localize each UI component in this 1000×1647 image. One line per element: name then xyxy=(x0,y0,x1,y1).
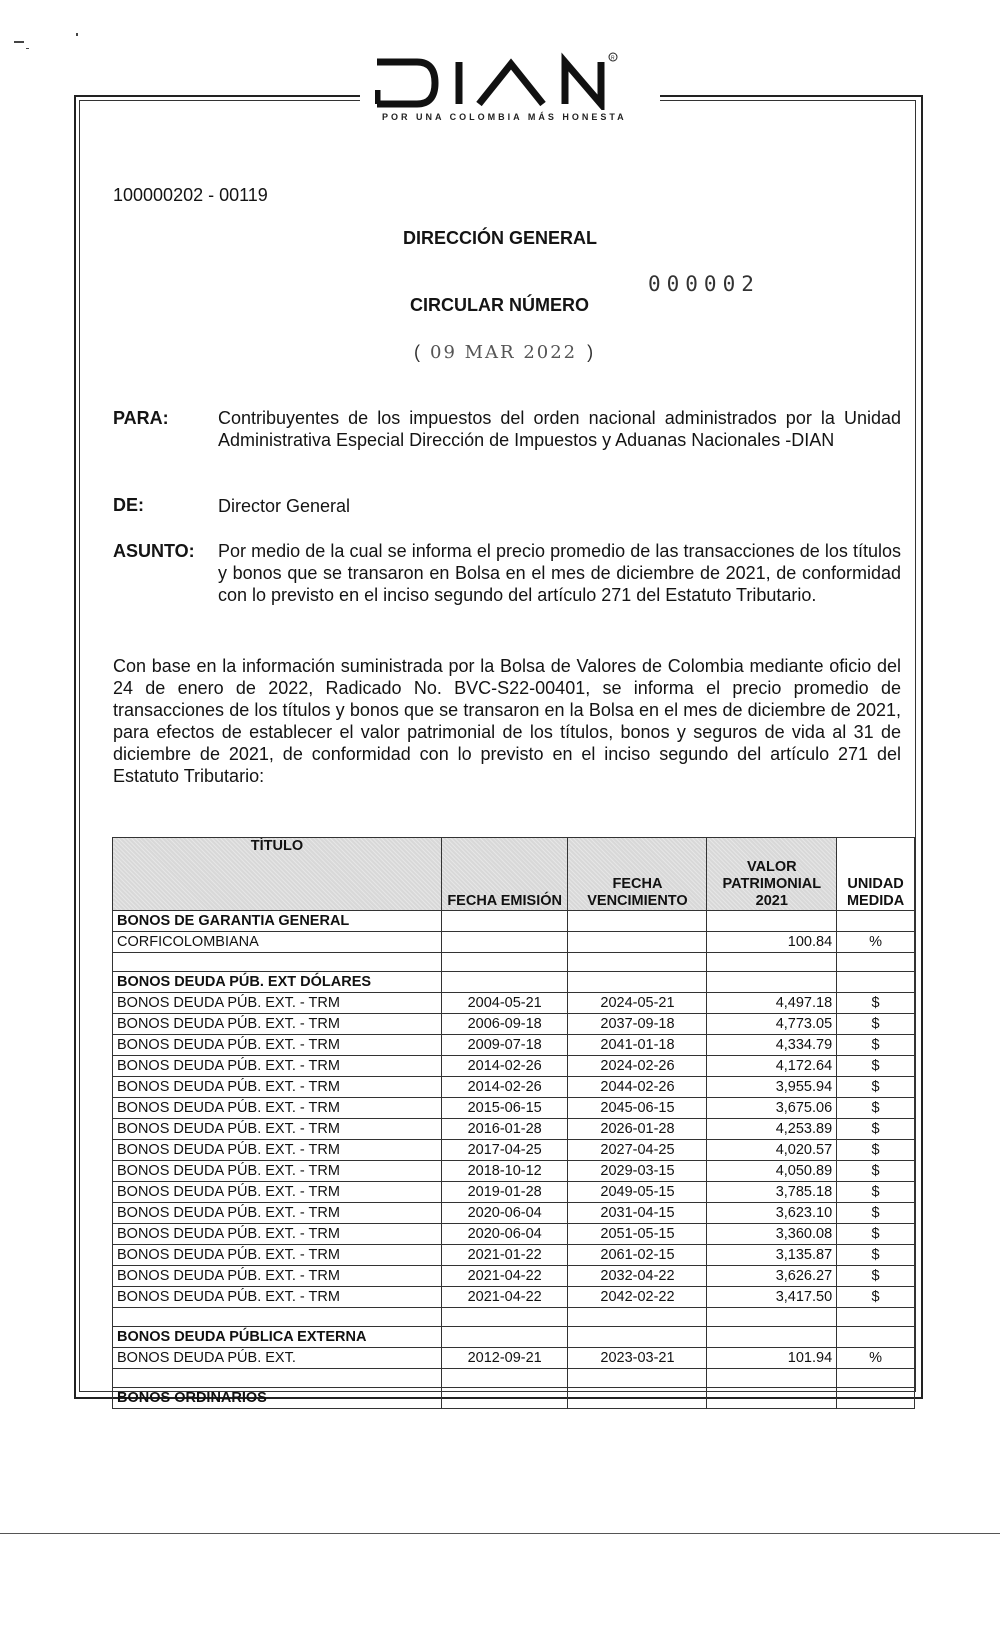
cell-fecha-vencimiento: 2024-02-26 xyxy=(568,1056,707,1077)
cell-fecha-emision: 2021-01-22 xyxy=(441,1245,568,1266)
cell-fecha-vencimiento: 2031-04-15 xyxy=(568,1203,707,1224)
circular-label: CIRCULAR NÚMERO xyxy=(410,295,589,315)
cell-fecha-vencimiento xyxy=(568,1369,707,1388)
cell-valor: 4,050.89 xyxy=(707,1161,837,1182)
cell-valor: 3,417.50 xyxy=(707,1287,837,1308)
cell-unidad: $ xyxy=(837,1056,915,1077)
cell-unidad: $ xyxy=(837,1014,915,1035)
cell-fecha-vencimiento: 2042-02-22 xyxy=(568,1287,707,1308)
cell-fecha-vencimiento: 2045-06-15 xyxy=(568,1098,707,1119)
cell-fecha-vencimiento xyxy=(568,911,707,932)
table-row xyxy=(113,1035,915,1056)
cell-unidad: $ xyxy=(837,993,915,1014)
cell-fecha-vencimiento xyxy=(568,932,707,953)
cell-fecha-emision xyxy=(441,1369,568,1388)
cell-valor: 4,334.79 xyxy=(707,1035,837,1056)
cell-unidad xyxy=(837,972,915,993)
cell-titulo: BONOS DEUDA PÚB. EXT. - TRM xyxy=(113,1014,442,1035)
cell-fecha-emision: 2019-01-28 xyxy=(441,1182,568,1203)
table-row xyxy=(113,1119,915,1140)
table-row xyxy=(113,1308,915,1327)
table-row xyxy=(113,1140,915,1161)
cell-fecha-emision: 2021-04-22 xyxy=(441,1287,568,1308)
table-row xyxy=(113,1056,915,1077)
cell-valor: 3,626.27 xyxy=(707,1266,837,1287)
header-valor-patrimonial: VALOR PATRIMONIAL 2021 xyxy=(707,838,837,911)
document-id: 100000202 - 00119 xyxy=(113,185,268,205)
table-row xyxy=(113,1369,915,1388)
cell-fecha-vencimiento: 2061-02-15 xyxy=(568,1245,707,1266)
table-section-row xyxy=(113,1327,915,1348)
cell-unidad: $ xyxy=(837,1035,915,1056)
cell-titulo: BONOS DEUDA PÚB. EXT. - TRM xyxy=(113,1203,442,1224)
cell-titulo: BONOS DEUDA PÚB. EXT. - TRM xyxy=(113,1182,442,1203)
cell-titulo: BONOS DEUDA PÚB. EXT. - TRM xyxy=(113,1245,442,1266)
para-label: PARA: xyxy=(113,408,169,428)
cell-valor: 4,497.18 xyxy=(707,993,837,1014)
cell-titulo: BONOS DEUDA PÚBLICA EXTERNA xyxy=(113,1327,442,1348)
table-row xyxy=(113,1014,915,1035)
date-stamp-text: 09 MAR 2022 xyxy=(430,342,578,363)
cell-unidad: $ xyxy=(837,1224,915,1245)
cell-valor xyxy=(707,911,837,932)
table-row xyxy=(113,1224,915,1245)
cell-fecha-emision: 2014-02-26 xyxy=(441,1056,568,1077)
table-row xyxy=(113,993,915,1014)
de-text: Director General xyxy=(218,496,351,516)
cell-valor xyxy=(707,1369,837,1388)
cell-titulo: BONOS DEUDA PÚB. EXT. - TRM xyxy=(113,1035,442,1056)
cell-titulo: BONOS DEUDA PÚB. EXT. - TRM xyxy=(113,1140,442,1161)
header-unidad-medida: UNIDAD MEDIDA xyxy=(837,838,915,911)
header-fecha-emision: FECHA EMISIÓN xyxy=(441,838,568,911)
cell-fecha-emision xyxy=(441,953,568,972)
header-titulo: TÍTULO xyxy=(113,838,442,911)
cell-unidad xyxy=(837,1308,915,1327)
cell-titulo: BONOS DEUDA PÚB. EXT. - TRM xyxy=(113,993,442,1014)
cell-unidad: % xyxy=(837,1348,915,1369)
cell-unidad: $ xyxy=(837,1182,915,1203)
asunto-label: ASUNTO: xyxy=(113,541,195,561)
cell-fecha-vencimiento: 2032-04-22 xyxy=(568,1266,707,1287)
cell-fecha-emision xyxy=(441,1388,568,1409)
footer-rule xyxy=(0,1533,1000,1534)
cell-fecha-emision: 2018-10-12 xyxy=(441,1161,568,1182)
table-row xyxy=(113,953,915,972)
office-heading: DIRECCIÓN GENERAL xyxy=(402,228,597,248)
cell-unidad xyxy=(837,911,915,932)
cell-titulo: BONOS DEUDA PÚB. EXT. - TRM xyxy=(113,1119,442,1140)
cell-fecha-emision: 2020-06-04 xyxy=(441,1224,568,1245)
table-row xyxy=(113,932,915,953)
cell-fecha-emision: 2021-04-22 xyxy=(441,1266,568,1287)
cell-fecha-emision: 2012-09-21 xyxy=(441,1348,568,1369)
cell-unidad: $ xyxy=(837,1077,915,1098)
body-paragraph: Con base en la información suministrada por la Bolsa de Valores de Colombia mediante oficio del 24 de enero de 2022, Radicado No. BVC-S22-00401, se informa el precio promedio de transacciones de los títulos y bonos que se transaron en la Bolsa en el mes de diciembre de 2021, para efectos de establecer el valor patrimonial de los títulos, bonos y seguros de vida al 31 de diciembre de 2021, de conformidad con lo previsto en el inciso segundo del artículo 271 del Estatuto Tributario: xyxy=(113,656,901,786)
cell-valor: 3,675.06 xyxy=(707,1098,837,1119)
cell-titulo: BONOS DEUDA PÚB. EXT. - TRM xyxy=(113,1266,442,1287)
cell-fecha-vencimiento: 2037-09-18 xyxy=(568,1014,707,1035)
cell-fecha-vencimiento: 2024-05-21 xyxy=(568,993,707,1014)
cell-valor xyxy=(707,1388,837,1409)
cell-fecha-vencimiento xyxy=(568,1388,707,1409)
cell-valor: 4,172.64 xyxy=(707,1056,837,1077)
paren-close: ) xyxy=(577,342,594,362)
date-stamp xyxy=(414,342,593,363)
cell-fecha-vencimiento: 2023-03-21 xyxy=(568,1348,707,1369)
cell-fecha-emision xyxy=(441,911,568,932)
cell-valor xyxy=(707,1327,837,1348)
header-fecha-vencimiento: FECHA VENCIMIENTO xyxy=(568,838,707,911)
cell-valor: 4,020.57 xyxy=(707,1140,837,1161)
cell-fecha-vencimiento xyxy=(568,972,707,993)
cell-titulo: BONOS DEUDA PÚB. EXT. - TRM xyxy=(113,1077,442,1098)
cell-fecha-vencimiento: 2044-02-26 xyxy=(568,1077,707,1098)
cell-fecha-vencimiento: 2029-03-15 xyxy=(568,1161,707,1182)
cell-unidad: $ xyxy=(837,1266,915,1287)
cell-fecha-vencimiento: 2026-01-28 xyxy=(568,1119,707,1140)
cell-valor: 3,785.18 xyxy=(707,1182,837,1203)
cell-valor xyxy=(707,1308,837,1327)
cell-fecha-vencimiento: 2041-01-18 xyxy=(568,1035,707,1056)
cell-fecha-emision: 2009-07-18 xyxy=(441,1035,568,1056)
cell-fecha-vencimiento: 2051-05-15 xyxy=(568,1224,707,1245)
table-row xyxy=(113,1161,915,1182)
table-section-row xyxy=(113,972,915,993)
cell-fecha-emision: 2015-06-15 xyxy=(441,1098,568,1119)
scan-speck xyxy=(26,48,29,49)
cell-fecha-vencimiento xyxy=(568,953,707,972)
cell-valor xyxy=(707,953,837,972)
cell-unidad xyxy=(837,1369,915,1388)
svg-text:R: R xyxy=(611,55,615,62)
cell-fecha-emision: 2016-01-28 xyxy=(441,1119,568,1140)
cell-fecha-emision: 2020-06-04 xyxy=(441,1203,568,1224)
cell-fecha-emision xyxy=(441,972,568,993)
cell-fecha-emision: 2014-02-26 xyxy=(441,1077,568,1098)
cell-valor: 101.94 xyxy=(707,1348,837,1369)
cell-fecha-emision: 2017-04-25 xyxy=(441,1140,568,1161)
cell-valor xyxy=(707,972,837,993)
cell-fecha-emision: 2004-05-21 xyxy=(441,993,568,1014)
scan-speck xyxy=(14,41,24,43)
dian-logo xyxy=(375,50,635,110)
de-label: DE: xyxy=(113,495,144,515)
cell-fecha-emision xyxy=(441,932,568,953)
cell-fecha-emision: 2006-09-18 xyxy=(441,1014,568,1035)
cell-unidad: $ xyxy=(837,1098,915,1119)
cell-titulo xyxy=(113,953,442,972)
table-row xyxy=(113,1348,915,1369)
cell-titulo: BONOS DEUDA PÚB. EXT DÓLARES xyxy=(113,972,442,993)
table-row xyxy=(113,1287,915,1308)
cell-titulo xyxy=(113,1369,442,1388)
cell-valor: 3,955.94 xyxy=(707,1077,837,1098)
cell-fecha-emision xyxy=(441,1327,568,1348)
cell-valor: 3,623.10 xyxy=(707,1203,837,1224)
table-header-row xyxy=(113,838,915,911)
cell-titulo: BONOS DEUDA PÚB. EXT. - TRM xyxy=(113,1287,442,1308)
cell-unidad: % xyxy=(837,932,915,953)
cell-unidad xyxy=(837,1327,915,1348)
cell-fecha-emision xyxy=(441,1308,568,1327)
cell-titulo: BONOS DE GARANTIA GENERAL xyxy=(113,911,442,932)
table-row xyxy=(113,1182,915,1203)
cell-unidad xyxy=(837,953,915,972)
cell-fecha-vencimiento xyxy=(568,1308,707,1327)
cell-fecha-vencimiento: 2027-04-25 xyxy=(568,1140,707,1161)
table-body xyxy=(113,911,915,1409)
cell-valor: 100.84 xyxy=(707,932,837,953)
table-row xyxy=(113,1245,915,1266)
cell-titulo: BONOS DEUDA PÚB. EXT. - TRM xyxy=(113,1224,442,1245)
cell-valor: 3,360.08 xyxy=(707,1224,837,1245)
cell-valor: 4,253.89 xyxy=(707,1119,837,1140)
para-text: Contribuyentes de los impuestos del orden nacional administrados por la Unidad Administrativa Especial Dirección de Impuestos y Aduanas Nacionales -DIAN xyxy=(218,408,901,450)
scan-speck xyxy=(76,33,78,36)
table-row xyxy=(113,1077,915,1098)
table-section-row xyxy=(113,911,915,932)
cell-titulo: BONOS DEUDA PÚB. EXT. - TRM xyxy=(113,1098,442,1119)
cell-titulo xyxy=(113,1308,442,1327)
cell-unidad: $ xyxy=(837,1245,915,1266)
paren-open: ( xyxy=(414,342,430,362)
cell-unidad: $ xyxy=(837,1140,915,1161)
cell-titulo: CORFICOLOMBIANA xyxy=(113,932,442,953)
cell-unidad xyxy=(837,1388,915,1409)
asunto-text: Por medio de la cual se informa el precio promedio de las transacciones de los títulos y bonos que se transaron en Bolsa en el mes de diciembre de 2021, de conformidad con lo previsto en el inciso segundo del artículo 271 del Estatuto Tributario. xyxy=(218,541,901,605)
cell-valor: 3,135.87 xyxy=(707,1245,837,1266)
cell-fecha-vencimiento: 2049-05-15 xyxy=(568,1182,707,1203)
cell-titulo: BONOS ORDINARIOS xyxy=(113,1388,442,1409)
valuation-table xyxy=(112,837,915,1409)
cell-unidad: $ xyxy=(837,1161,915,1182)
cell-titulo: BONOS DEUDA PÚB. EXT. - TRM xyxy=(113,1056,442,1077)
cell-fecha-vencimiento xyxy=(568,1327,707,1348)
cell-titulo: BONOS DEUDA PÚB. EXT. xyxy=(113,1348,442,1369)
cell-titulo: BONOS DEUDA PÚB. EXT. - TRM xyxy=(113,1161,442,1182)
logo-tagline: POR UNA COLOMBIA MÁS HONESTA xyxy=(382,112,627,122)
cell-valor: 4,773.05 xyxy=(707,1014,837,1035)
table-section-row xyxy=(113,1388,915,1409)
circular-number-stamp: 000002 xyxy=(648,272,760,296)
cell-unidad: $ xyxy=(837,1119,915,1140)
table-row xyxy=(113,1098,915,1119)
cell-unidad: $ xyxy=(837,1287,915,1308)
table-row xyxy=(113,1203,915,1224)
cell-unidad: $ xyxy=(837,1203,915,1224)
table-row xyxy=(113,1266,915,1287)
